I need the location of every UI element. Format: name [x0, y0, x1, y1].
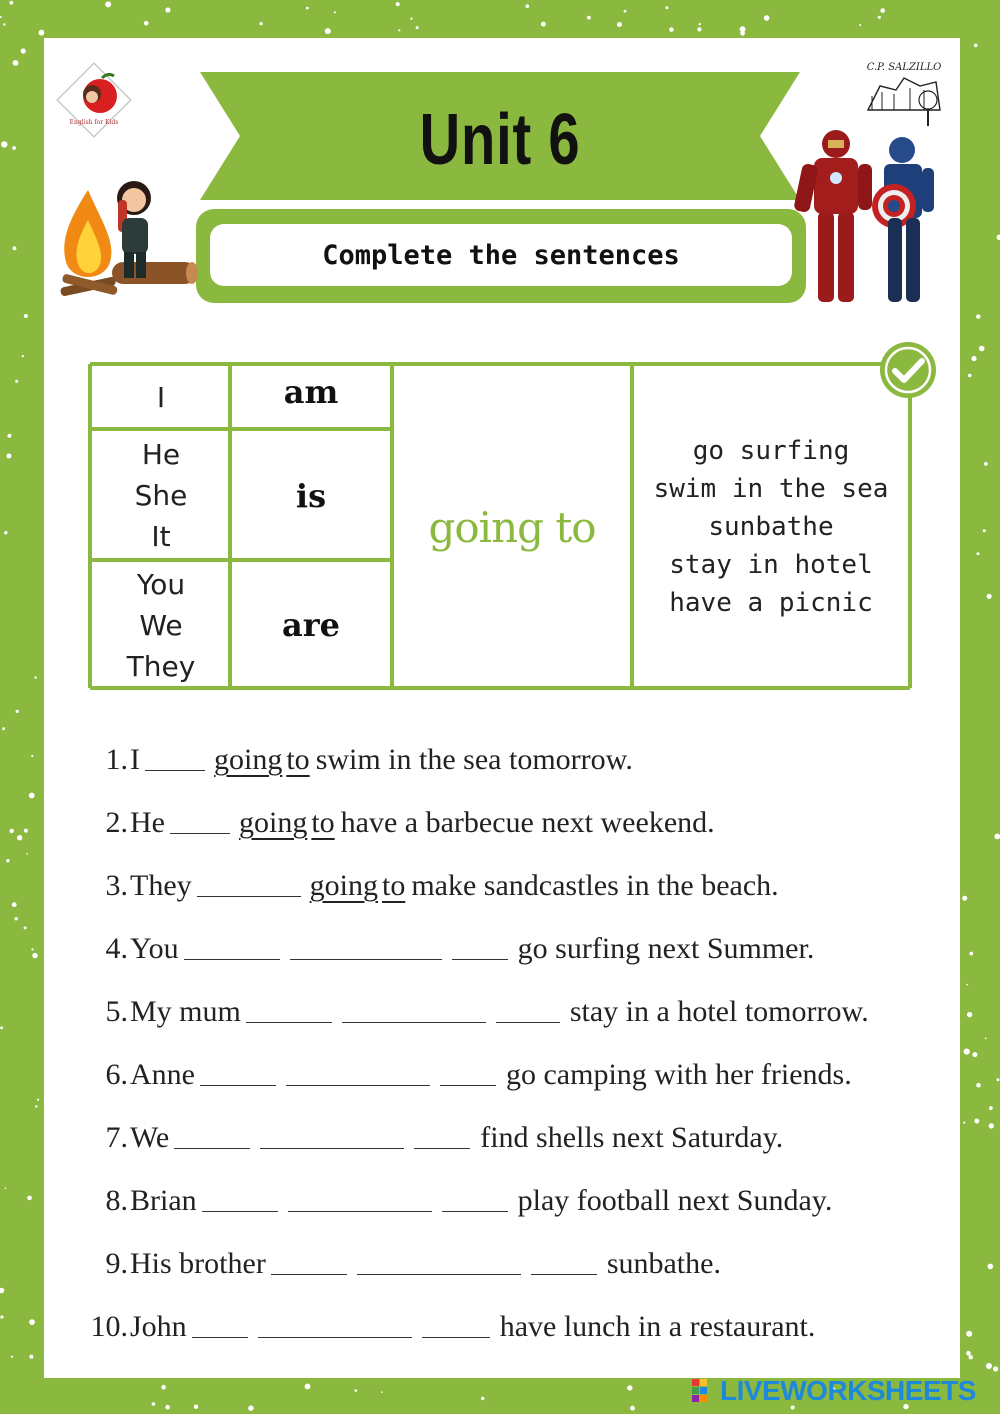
- speckle: [305, 1384, 311, 1390]
- sentence-2: [80, 791, 950, 854]
- speckle: [617, 22, 622, 27]
- speckle: [963, 1122, 965, 1124]
- speckle: [996, 1078, 999, 1081]
- sentence-subject: Brian: [130, 1183, 197, 1217]
- speckle: [13, 60, 19, 66]
- speckle: [969, 1355, 973, 1359]
- sentence-number: 5.: [105, 994, 128, 1028]
- speckle: [988, 1264, 994, 1270]
- speckle: [985, 1037, 987, 1039]
- speckle: [31, 755, 33, 757]
- speckle: [971, 356, 976, 361]
- speckle: [165, 1405, 170, 1410]
- sentence-number: 9.: [105, 1246, 128, 1280]
- speckle: [6, 859, 9, 862]
- pronoun-it: It: [151, 520, 171, 553]
- speckle: [39, 30, 45, 36]
- speckle: [11, 1356, 13, 1358]
- sentence-4: [80, 917, 950, 980]
- speckle: [964, 1049, 970, 1055]
- speckle: [9, 1, 13, 5]
- sentence-subject: You: [130, 931, 179, 965]
- speckle: [32, 953, 37, 958]
- speckle: [161, 1385, 166, 1390]
- sentence-6: [80, 1043, 950, 1106]
- speckle: [878, 16, 881, 19]
- speckle: [105, 1, 111, 7]
- speckle: [740, 31, 745, 36]
- speckle: [29, 1355, 33, 1359]
- blank-verb[interactable]: [271, 1252, 347, 1275]
- speckle: [976, 314, 980, 318]
- speckle: [6, 454, 11, 459]
- speckle: [481, 1397, 484, 1400]
- sentence-rest: sunbathe.: [606, 1246, 721, 1280]
- speckle: [994, 834, 1000, 840]
- speckle: [627, 1385, 632, 1390]
- blank-to[interactable]: [422, 1315, 490, 1338]
- sentence-rest: have lunch in a restaurant.: [499, 1309, 816, 1343]
- page-title: Unit 6: [419, 100, 581, 180]
- blank-verb[interactable]: [184, 937, 280, 960]
- sentence-subject: They: [130, 868, 192, 902]
- speckle: [26, 853, 28, 855]
- speckle: [0, 1288, 4, 1294]
- pronoun-i: I: [156, 381, 166, 414]
- verb-am: am: [283, 372, 339, 411]
- verb-is: is: [295, 476, 327, 515]
- speckle: [541, 22, 546, 27]
- blank-verb[interactable]: [145, 748, 205, 771]
- sentence-number: 6.: [105, 1057, 128, 1091]
- pronoun-you: You: [136, 567, 186, 601]
- to-text: to: [311, 805, 335, 839]
- speckle: [35, 1105, 37, 1107]
- sentence-8: [80, 1169, 950, 1232]
- blank-verb[interactable]: [246, 1000, 332, 1023]
- sentence-subject: My mum: [130, 994, 241, 1028]
- sentence-rest: go camping with her friends.: [505, 1057, 852, 1091]
- sentence-number: 10.: [90, 1309, 128, 1343]
- sentence-number: 3.: [105, 868, 128, 902]
- speckle: [194, 1405, 198, 1409]
- speckle: [355, 1389, 358, 1392]
- speckle: [12, 902, 17, 907]
- pronoun-cell-3: [92, 562, 230, 688]
- speckle: [3, 23, 5, 25]
- activities-list: [634, 366, 908, 688]
- speckle: [398, 29, 400, 31]
- speckle: [5, 1188, 7, 1190]
- speckle: [21, 48, 26, 53]
- speckle: [974, 44, 978, 48]
- speckle: [15, 380, 18, 383]
- blank-to[interactable]: [414, 1126, 470, 1149]
- pronoun-cell-1: [92, 366, 230, 429]
- activity-item: go surfing: [692, 436, 850, 466]
- speckle: [0, 1315, 3, 1318]
- speckle: [967, 1012, 972, 1017]
- sentence-number: 4.: [105, 931, 128, 965]
- speckle: [968, 374, 972, 378]
- speckle: [630, 1406, 635, 1411]
- blank-going[interactable]: [290, 937, 442, 960]
- sentence-number: 2.: [105, 805, 128, 839]
- speckle: [989, 1106, 993, 1110]
- speckle: [325, 28, 331, 34]
- speckle: [396, 2, 400, 6]
- going-text: going: [214, 742, 283, 776]
- blank-verb[interactable]: [192, 1315, 248, 1338]
- pronoun-he: He: [141, 438, 181, 471]
- blank-to[interactable]: [452, 937, 508, 960]
- speckle: [165, 7, 170, 12]
- speckle: [966, 1331, 972, 1337]
- activity-item: sunbathe: [708, 512, 834, 542]
- speckle: [27, 1196, 32, 1201]
- campfire-icon: [60, 190, 118, 297]
- sentence-subject: His brother: [130, 1246, 266, 1280]
- pronoun-cell-2: [92, 431, 230, 560]
- speckle: [976, 1083, 981, 1088]
- speckle: [24, 829, 28, 833]
- going-text: going: [309, 868, 378, 902]
- blank-going[interactable]: [342, 1000, 486, 1023]
- blank-going[interactable]: [357, 1252, 521, 1275]
- sentence-10: [80, 1295, 950, 1358]
- sentence-subject: We: [130, 1120, 170, 1154]
- speckle: [15, 917, 18, 920]
- activity-item: swim in the sea: [653, 474, 889, 504]
- blank-going[interactable]: [260, 1126, 404, 1149]
- speckle: [22, 355, 24, 357]
- speckle: [989, 1123, 994, 1128]
- sentence-1: [80, 728, 950, 791]
- sentence-3: [80, 854, 950, 917]
- speckle: [24, 314, 28, 318]
- blank-going[interactable]: [286, 1063, 430, 1086]
- logo-right-text: C.P. SALZILLO: [866, 62, 942, 73]
- speckle: [29, 1319, 35, 1325]
- blank-verb[interactable]: [202, 1189, 278, 1212]
- sentence-7: [80, 1106, 950, 1169]
- to-text: to: [381, 868, 406, 902]
- blank-to[interactable]: [440, 1063, 496, 1086]
- sentence-number: 7.: [105, 1120, 128, 1154]
- liveworksheets-logo-icon: [690, 1377, 716, 1405]
- pronoun-they: They: [126, 649, 196, 683]
- speckle: [34, 676, 36, 678]
- blank-to[interactable]: [531, 1252, 597, 1275]
- brand-text: LIVEWORKSHEETS: [720, 1375, 976, 1406]
- logo-left-text: English for Kids: [69, 119, 119, 126]
- liveworksheets-brand[interactable]: [690, 1374, 976, 1408]
- blank-going[interactable]: [288, 1189, 432, 1212]
- speckle: [699, 23, 701, 25]
- speckle: [665, 6, 668, 9]
- speckle: [260, 22, 263, 25]
- speckle: [381, 1391, 383, 1393]
- going-text: going: [238, 805, 308, 839]
- speckle: [983, 529, 986, 532]
- speckle: [17, 835, 22, 840]
- sentence-rest: have a barbecue next weekend.: [340, 805, 715, 839]
- sentence-5: [80, 980, 950, 1043]
- speckle: [37, 1099, 39, 1101]
- speckle: [12, 146, 16, 150]
- speckle: [416, 26, 419, 29]
- speckle: [979, 346, 985, 352]
- pronoun-we: We: [139, 608, 183, 642]
- speckle: [334, 11, 336, 13]
- captain-america-icon: [872, 137, 934, 302]
- speckle: [669, 27, 674, 32]
- superheroes-illustration: [790, 120, 946, 304]
- sentence-subject: Anne: [130, 1057, 195, 1091]
- to-text: to: [286, 742, 310, 776]
- speckle: [624, 10, 627, 13]
- speckle: [972, 1052, 977, 1057]
- sentence-subject: He: [130, 805, 165, 839]
- speckle: [0, 1026, 3, 1029]
- campfire-girl-illustration: [52, 170, 202, 310]
- speckle: [526, 4, 530, 8]
- blank-going[interactable]: [258, 1315, 412, 1338]
- speckle: [997, 235, 1000, 240]
- speckle: [16, 710, 19, 713]
- blank-verb[interactable]: [197, 874, 301, 897]
- sentence-rest: play football next Sunday.: [517, 1183, 833, 1217]
- iron-man-icon: [793, 130, 872, 302]
- speckle: [697, 27, 701, 31]
- speckle: [4, 531, 7, 534]
- sentence-number: 1.: [105, 742, 128, 776]
- speckle: [306, 7, 309, 10]
- blank-verb[interactable]: [170, 811, 230, 834]
- speckle: [152, 1402, 156, 1406]
- sentence-rest: find shells next Saturday.: [480, 1120, 784, 1154]
- speckle: [966, 1351, 971, 1356]
- sentence-9: [80, 1232, 950, 1295]
- speckle: [10, 829, 14, 833]
- speckle: [24, 926, 27, 929]
- going-to-label: going to: [428, 502, 596, 552]
- sentence-rest: go surfing next Summer.: [517, 931, 815, 965]
- speckle: [962, 896, 967, 901]
- instruction-text: Complete the sentences: [210, 224, 792, 286]
- blank-verb[interactable]: [174, 1126, 250, 1149]
- speckle: [764, 15, 770, 21]
- exercise-sentences: [80, 728, 950, 1358]
- activity-item: have a picnic: [669, 588, 873, 618]
- activity-item: stay in hotel: [669, 550, 873, 580]
- speckle: [984, 462, 988, 466]
- speckle: [966, 984, 968, 986]
- speckle: [0, 16, 2, 18]
- speckle: [410, 18, 412, 20]
- speckle: [859, 24, 861, 26]
- blank-to[interactable]: [442, 1189, 508, 1212]
- speckle: [2, 727, 5, 730]
- speckle: [977, 552, 980, 555]
- blank-verb[interactable]: [200, 1063, 276, 1086]
- speckle: [587, 16, 591, 20]
- school-logo-right: [862, 56, 946, 130]
- sentence-rest: make sandcastles in the beach.: [411, 868, 779, 902]
- sentence-number: 8.: [105, 1183, 128, 1217]
- apple-logo-icon: [52, 58, 136, 142]
- sentence-rest: swim in the sea tomorrow.: [315, 742, 633, 776]
- sentence-subject: I: [130, 742, 140, 776]
- sentence-rest: stay in a hotel tomorrow.: [569, 994, 869, 1028]
- speckle: [248, 1406, 253, 1411]
- speckle: [7, 434, 11, 438]
- speckle: [969, 952, 973, 956]
- pronoun-she: She: [134, 479, 188, 512]
- speckle: [974, 1119, 979, 1124]
- speckle: [13, 246, 17, 250]
- speckle: [144, 21, 149, 26]
- speckle: [29, 793, 35, 799]
- speckle: [993, 1366, 998, 1371]
- sentence-subject: John: [130, 1309, 187, 1343]
- speckle: [987, 594, 992, 599]
- girl-on-log-icon: [112, 181, 198, 284]
- speckle: [31, 948, 33, 950]
- blank-to[interactable]: [496, 1000, 560, 1023]
- school-logo-left: [52, 58, 136, 142]
- speckle: [986, 1363, 992, 1369]
- verb-are: are: [282, 606, 340, 644]
- speckle: [1, 141, 7, 147]
- speckle: [880, 8, 885, 13]
